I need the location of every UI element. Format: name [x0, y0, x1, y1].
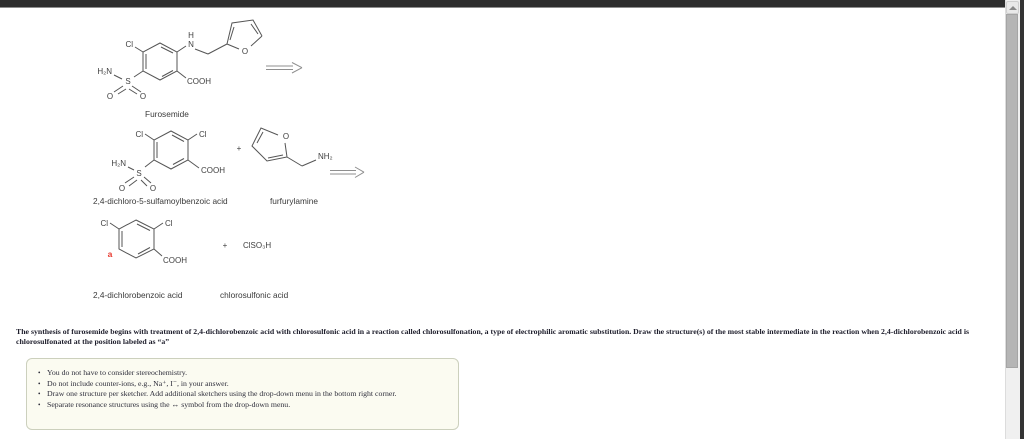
- scroll-up-button[interactable]: [1006, 1, 1019, 14]
- atom-label-n: N: [188, 40, 194, 49]
- chevron-up-icon: [1009, 6, 1017, 10]
- instruction-item: • Separate resonance structures using the ↔ symbol from the drop-down menu.: [47, 400, 450, 411]
- instruction-item: • You do not have to consider stereochemistry.: [47, 368, 450, 379]
- formula-clso3h: ClSO₃H: [243, 241, 272, 250]
- atom-label-nh2: NH₂: [318, 152, 333, 161]
- plus-sign-row3: +: [222, 241, 228, 250]
- atom-label-h: H: [188, 31, 194, 40]
- instruction-item: • Draw one structure per sketcher. Add additional sketchers using the drop-down menu in the bottom right corner.: [47, 389, 450, 400]
- site-label-a: a: [107, 249, 113, 259]
- structure-chlorosulfonic-acid: [220, 241, 289, 300]
- atom-label-cl-right: Cl: [199, 130, 207, 139]
- caption-chlorosulfonic: chlorosulfonic acid: [220, 290, 289, 300]
- caption-furosemide: Furosemide: [145, 109, 189, 119]
- atom-label-o-left: O: [118, 184, 126, 193]
- atom-label-h2n: H₂N: [97, 67, 112, 76]
- atom-label-cl: Cl: [125, 40, 133, 49]
- structure-furfurylamine: [252, 128, 333, 206]
- retrosynthesis-arrow-2: [330, 167, 364, 178]
- atom-label-cl-left: Cl: [100, 219, 108, 228]
- atom-label-s: S: [125, 77, 131, 86]
- window-edge: [1020, 0, 1024, 439]
- caption-dichlorobenzoic: 2,4-dichlorobenzoic acid: [93, 290, 183, 300]
- dichlorobenzoic-bonds: [107, 220, 163, 259]
- atom-label-cl-left: Cl: [135, 130, 143, 139]
- atom-label-cl-right: Cl: [165, 219, 173, 228]
- reaction-scheme-figure: [0, 0, 420, 312]
- structure-furosemide: [97, 20, 262, 119]
- vertical-scrollbar-thumb[interactable]: [1006, 14, 1018, 368]
- structure-dichlorobenzoic-acid: [93, 219, 187, 300]
- atom-label-o-furan: O: [241, 47, 249, 56]
- caption-dichloro-sulfamoyl: 2,4-dichloro-5-sulfamoylbenzoic acid: [93, 196, 228, 206]
- plus-sign-row2: +: [236, 144, 242, 153]
- atom-label-o-left: O: [106, 92, 114, 101]
- atom-label-o-right: O: [139, 92, 147, 101]
- caption-furfurylamine: furfurylamine: [270, 196, 318, 206]
- problem-statement: The synthesis of furosemide begins with treatment of 2,4-dichlorobenzoic acid with chlorosulfonic acid in a reaction called chlorosulfonation, a type of electrophilic aromatic substitution. Draw the structure(s) of the most stable intermediate in the reaction when 2,4-dichlorobenzoic acid is chlorosulfonated at the position labeled as “a”: [16, 327, 970, 346]
- atom-label-o-right: O: [149, 184, 157, 193]
- instruction-item: • Do not include counter-ions, e.g., Na⁺, I⁻, in your answer.: [47, 379, 450, 390]
- instructions-box: [26, 358, 459, 430]
- structure-dichloro-sulfamoylbenzoic-acid: [93, 130, 228, 206]
- retrosynthesis-arrow-1: [266, 63, 302, 74]
- atom-label-cooh: COOH: [201, 166, 225, 175]
- instructions-list: [27, 368, 458, 410]
- atom-label-o-furan: O: [282, 132, 290, 141]
- atom-label-cooh: COOH: [163, 256, 187, 265]
- atom-label-cooh: COOH: [187, 77, 211, 86]
- atom-label-s: S: [136, 169, 142, 178]
- atom-label-h2n: H₂N: [111, 159, 126, 168]
